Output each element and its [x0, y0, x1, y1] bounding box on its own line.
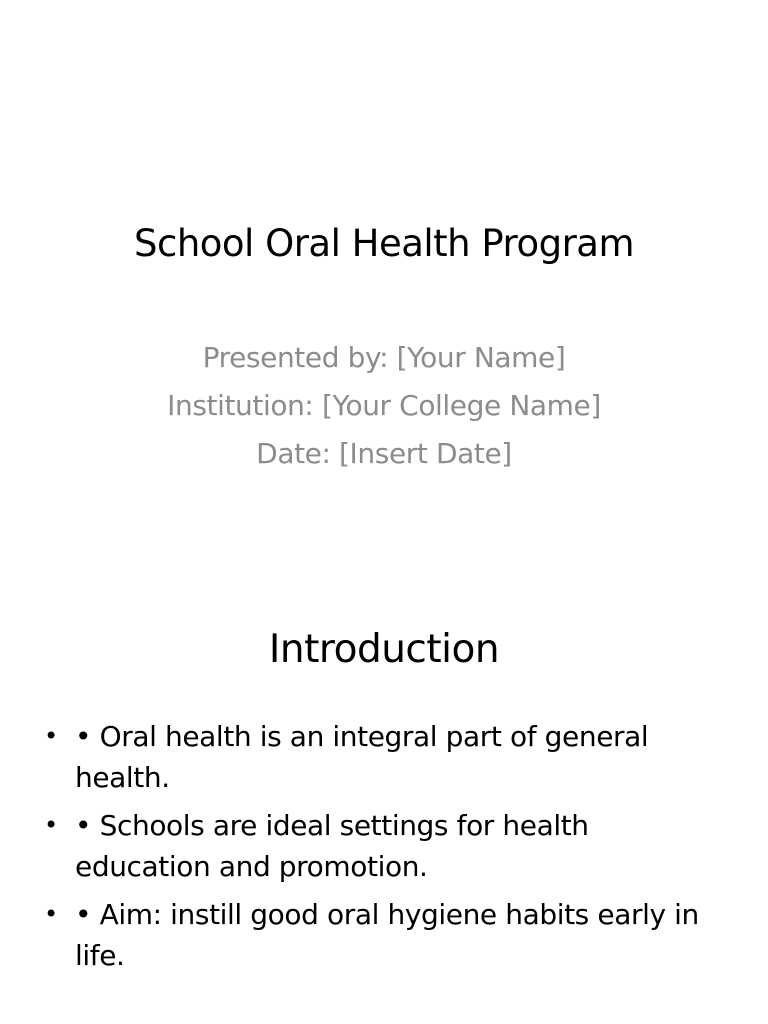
- slide-title: Introduction: [268, 627, 500, 672]
- introduction-slide: [0, 576, 768, 1024]
- list-item: [40, 805, 730, 887]
- presenter-line: Presented by: [Your Name]: [202, 341, 566, 374]
- list-item: [40, 716, 730, 798]
- date-line: Date: [Insert Date]: [256, 437, 512, 470]
- institution-line: Institution: [Your College Name]: [167, 389, 601, 422]
- bullet-marker: •: [44, 900, 58, 928]
- bullet-text: • Schools are ideal settings for health education and promotion.: [75, 809, 589, 883]
- bullet-text: • Oral health is an integral part of general health.: [75, 720, 649, 794]
- bullet-marker: •: [44, 811, 58, 839]
- bullet-marker: •: [44, 722, 58, 750]
- list-item: [40, 894, 730, 976]
- slide-title: School Oral Health Program: [133, 222, 634, 265]
- bullet-text: • Aim: instill good oral hygiene habits early in life.: [75, 898, 699, 972]
- bullet-list: [40, 716, 730, 983]
- slide-subtitle: [0, 334, 768, 478]
